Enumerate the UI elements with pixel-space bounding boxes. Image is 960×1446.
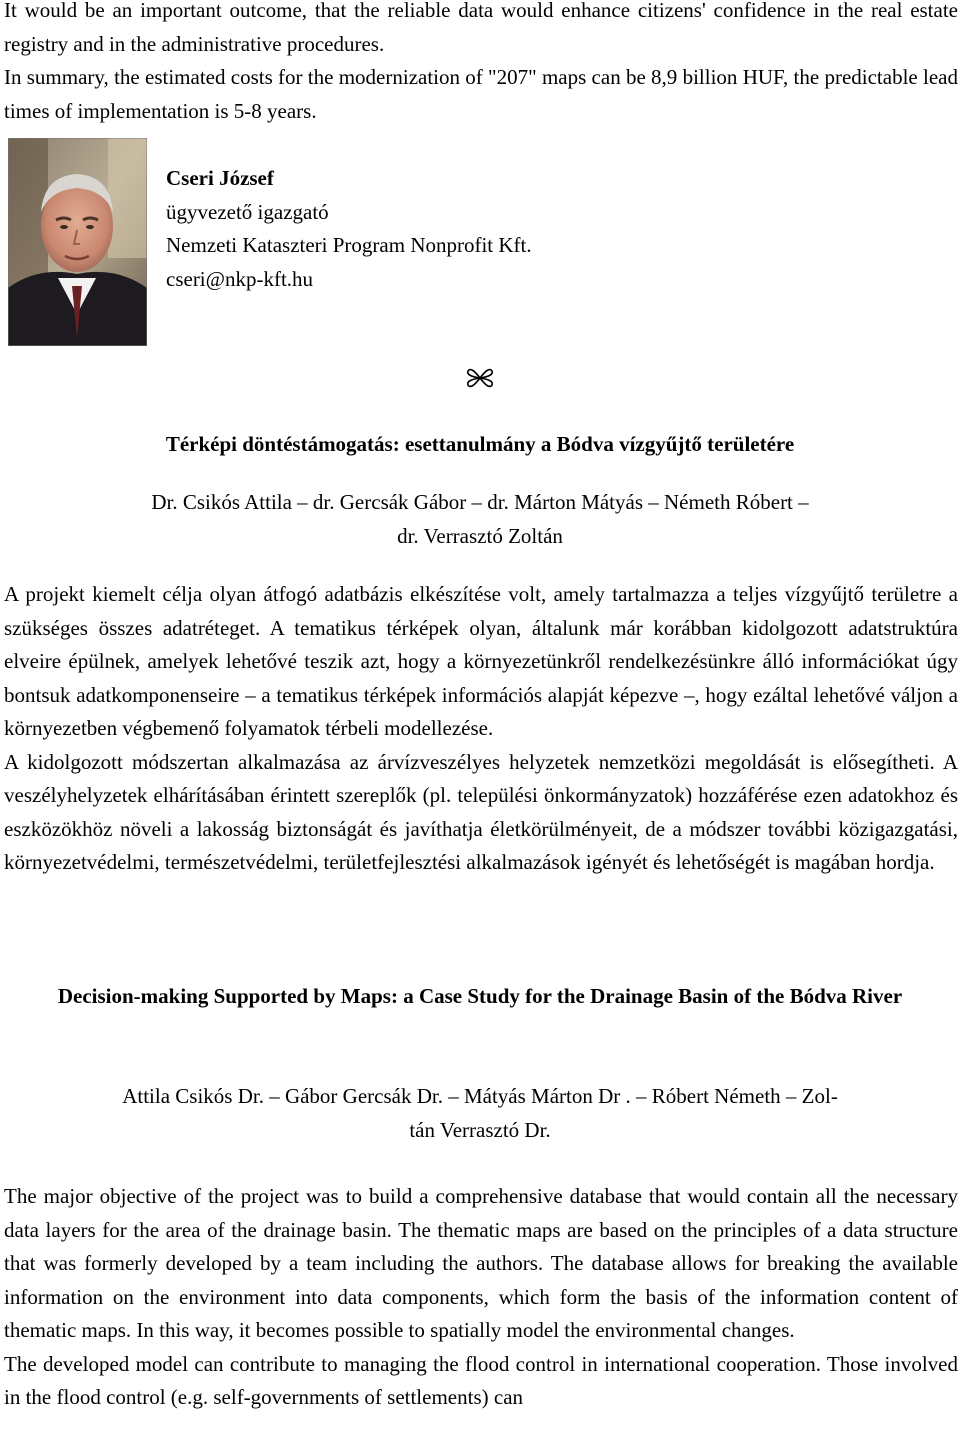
en-authors-line-2: tán Verrasztó Dr.: [409, 1117, 551, 1142]
hu-authors-line-1: Dr. Csikós Attila – dr. Gercsák Gábor – dr. Márton Mátyás – Németh Róbert –: [151, 490, 809, 514]
author-info: [166, 162, 532, 296]
en-authors-line-1: Attila Csikós Dr. – Gábor Gercsák Dr. – Mátyás Márton Dr . – Róbert Németh – Zol-: [122, 1084, 838, 1108]
author-email[interactable]: cseri@nkp-kft.hu: [166, 266, 314, 291]
author-name: Cseri József: [166, 166, 274, 190]
en-article-title: Decision-making Supported by Maps: a Case Study for the Drainage Basin of the Bódva River: [57, 984, 903, 1008]
en-abstract-paragraph-2: The developed model can contribute to managing the flood control in international cooperation. Those involved in the flood control (e.g. self-governments of settlements) can: [4, 1351, 958, 1409]
en-article-abstract: [4, 1180, 958, 1415]
author-role: ügyvezető igazgató: [166, 199, 329, 224]
en-abstract-paragraph-1: The major objective of the project was to build a comprehensive database that would contain all the necessary data layers for the area of the drainage basin. The thematic maps are based on the principles of a data structure that was formerly developed by a team including the authors. The database allows for breaking the available information on the environment into data components, which form the basis of the information content of thematic maps. In this way, it becomes possible to spatially model the environmental changes.: [4, 1184, 958, 1342]
section-ornament-icon: [465, 363, 495, 393]
intro-paragraph-1: It would be an important outcome, that the reliable data would enhance citizens' confidence in the real estate registry and in the administrative procedures.: [4, 0, 958, 56]
intro-section: [4, 0, 958, 128]
hu-article-title: Térképi döntéstámogatás: esettanulmány a Bódva vízgyűjtő területére: [165, 432, 795, 456]
hu-article-abstract: [4, 578, 958, 880]
author-organization: Nemzeti Kataszteri Program Nonprofit Kft.: [166, 233, 532, 257]
hu-abstract-paragraph-1: A projekt kiemelt célja olyan átfogó adatbázis elkészítése volt, amely tartalmazza a teljes vízgyűjtő területre a szükséges összes adatréteget. A tematikus térképek olyan, általunk már korábban kidolgozott adatstruktúra elveire épülnek, amelyek lehetővé teszik azt, hogy a környezetünkről rendelkezésünkre álló információkat úgy bontsuk adatkomponenseire – a tematikus térképek információs alapját képezve –, hogy ezáltal lehetővé váljon a környezetben végbemenő folyamatok térbeli modellezése.: [4, 582, 958, 740]
intro-paragraph-2: In summary, the estimated costs for the modernization of "207" maps can be 8,9 billion HUF, the predictable lead times of implementation is 5-8 years.: [4, 65, 958, 123]
author-portrait: [8, 138, 147, 346]
en-article-authors: [0, 1080, 960, 1147]
hu-abstract-paragraph-2: A kidolgozott módszertan alkalmazása az árvízveszélyes helyzetek nemzetközi megoldását is elősegítheti. A veszélyhelyzetek elhárításában érintett szereplők (pl. települési önkormányzatok) hozzáférése ezen adatokhoz és eszközökhöz növeli a lakosság biztonságát és javíthatja életkörülményeit, de a módszer további közigazgatási, környezetvédelmi, természetvédelmi, területfejlesztési alkalmazások igényét és lehetőségét is magában hordja.: [4, 749, 958, 874]
hu-authors-line-2: dr. Verrasztó Zoltán: [397, 523, 563, 548]
hu-article-authors: [0, 486, 960, 553]
